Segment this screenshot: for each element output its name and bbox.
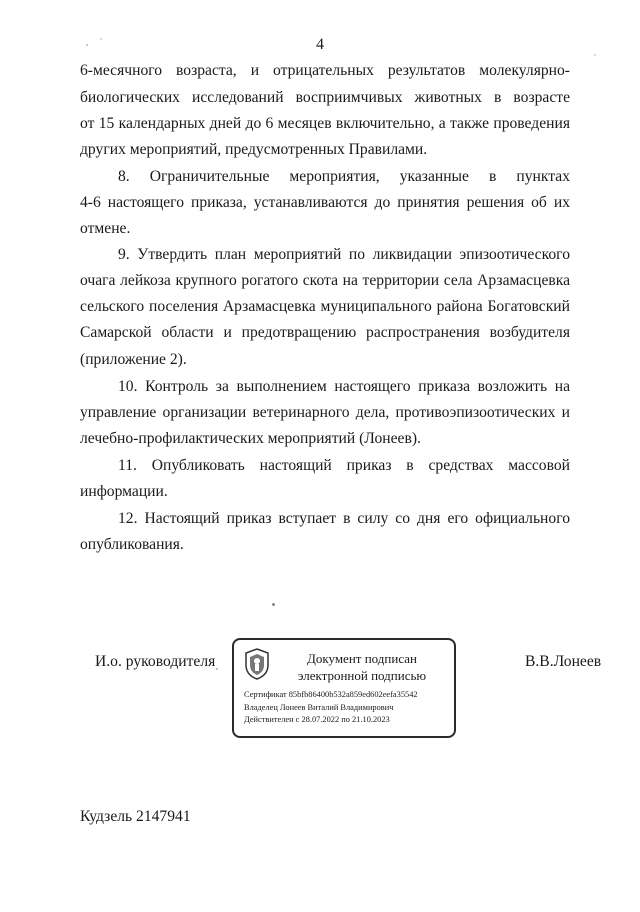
signer-name: В.В.Лонеев <box>525 653 602 670</box>
stamp-title <box>274 650 450 684</box>
stamp-owner: Владелец Лонеев Виталий Владимирович <box>244 702 394 712</box>
scan-speck <box>594 54 596 56</box>
scan-speck <box>100 38 102 40</box>
text-line: сельского поселения Арзамасцевка муниципального района Богатовский <box>80 298 570 315</box>
scan-speck <box>86 44 88 46</box>
text-line: Самарской области и предотвращению распространения возбудителя <box>80 324 570 341</box>
scan-speck <box>272 603 275 606</box>
text-line: лечебно-профилактических мероприятий (Лонеев). <box>80 430 421 447</box>
text-line: 8. Ограничительные мероприятия, указанные в пунктах <box>118 168 570 185</box>
text-line: опубликования. <box>80 536 184 553</box>
text-line: биологических исследований восприимчивых животных в возрасте <box>80 89 570 106</box>
stamp-validity: Действителен с 28.07.2022 по 21.10.2023 <box>244 715 390 724</box>
page-number: 4 <box>316 36 324 53</box>
text-line: 4-6 настоящего приказа, устанавливаются до принятия решения об их <box>80 194 570 211</box>
text-line: 10. Контроль за выполнением настоящего приказа возложить на <box>118 378 570 395</box>
e-signature-stamp <box>232 638 456 738</box>
executor-note: Кудзель 2147941 <box>80 808 191 825</box>
text-line: 12. Настоящий приказ вступает в силу со дня его официального <box>118 510 570 527</box>
scan-speck <box>216 668 218 670</box>
text-line: 6-месячного возраста, и отрицательных результатов молекулярно- <box>80 62 570 79</box>
stamp-title-line2: электронной подписью <box>297 668 427 683</box>
stamp-title-line1: Документ подписан <box>307 651 417 666</box>
text-line: управление организации ветеринарного дела, противоэпизоотических и <box>80 404 570 421</box>
text-line: от 15 календарных дней до 6 месяцев включительно, а также проведения <box>80 115 570 132</box>
text-line: 9. Утвердить план мероприятий по ликвидации эпизоотического <box>118 246 570 263</box>
text-line: информации. <box>80 483 168 500</box>
text-line: отмене. <box>80 220 131 237</box>
coat-of-arms-icon <box>244 648 270 680</box>
signature-position-label: И.о. руководителя <box>95 653 216 670</box>
text-line: (приложение 2). <box>80 351 187 368</box>
stamp-certificate: Сертификат 85bfb86400b532a859ed602eefa35542 <box>244 690 418 699</box>
stamp-details <box>244 689 454 727</box>
text-line: других мероприятий, предусмотренных Правилами. <box>80 141 428 158</box>
text-line: 11. Опубликовать настоящий приказ в средствах массовой <box>118 457 570 474</box>
text-line: очага лейкоза крупного рогатого скота на территории села Арзамасцевка <box>80 272 570 289</box>
